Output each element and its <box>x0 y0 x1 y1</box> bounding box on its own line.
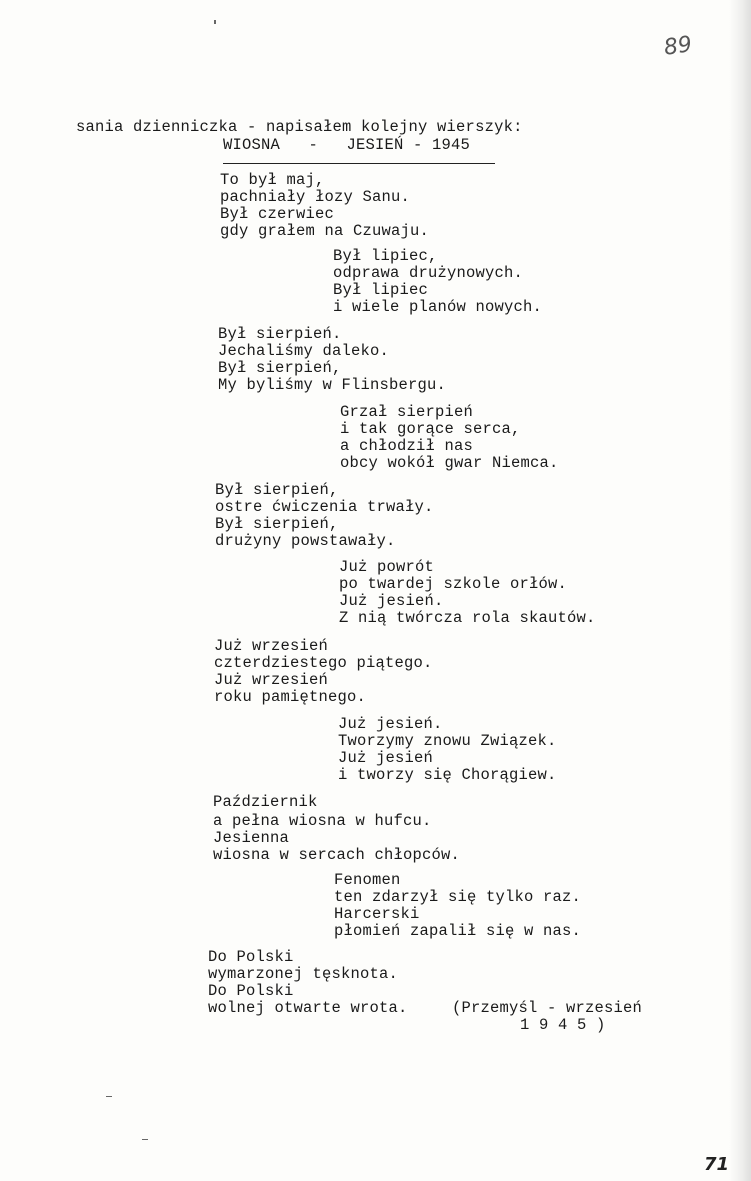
poem-line: a chłodził nas <box>340 437 474 455</box>
page-edge-shadow <box>729 0 751 1181</box>
poem-line: Harcerski <box>334 905 420 923</box>
poem-line: czterdziestego piątego. <box>214 654 433 672</box>
poem-line: pachniały łozy Sanu. <box>220 188 411 206</box>
poem-line: Był sierpień, <box>218 359 342 377</box>
poem-line: płomień zapalił się w nas. <box>334 922 582 940</box>
scan-speck <box>142 1139 148 1140</box>
poem-line: Był lipiec <box>333 281 429 299</box>
poem-line: i tak gorące serca, <box>340 420 521 438</box>
poem-line: Jechaliśmy daleko. <box>218 342 390 360</box>
poem-line: a pełna wiosna w hufcu. <box>213 812 432 830</box>
poem-line: odprawa drużynowych. <box>333 264 524 282</box>
poem-line: Tworzymy znowu Związek. <box>338 732 557 750</box>
poem-line: Już wrzesień <box>214 637 329 655</box>
signature-year: 1 9 4 5 ) <box>520 1016 606 1034</box>
poem-line: drużyny powstawały. <box>215 532 396 550</box>
poem-line: Grzał sierpień <box>340 403 474 421</box>
poem-line: wiosna w sercach chłopców. <box>213 846 461 864</box>
poem-line: Fenomen <box>334 871 401 889</box>
poem-line: Był czerwiec <box>220 205 335 223</box>
poem-line: Już wrzesień <box>214 671 329 689</box>
poem-line: wolnej otwarte wrota. <box>208 999 408 1017</box>
scan-speck <box>106 1096 112 1097</box>
title-underline <box>223 163 495 164</box>
poem-line: ten zdarzył się tylko raz. <box>334 888 582 906</box>
poem-line: Był sierpień, <box>215 515 339 533</box>
poem-line: Już powrót <box>339 558 435 576</box>
poem-line: i tworzy się Chorągiew. <box>338 766 557 784</box>
poem-line: ostre ćwiczenia trwały. <box>215 498 434 516</box>
poem-line: Był lipiec, <box>333 247 438 265</box>
poem-line: Już jesień. <box>339 592 444 610</box>
poem-line: Do Polski <box>208 948 294 966</box>
poem-line: i wiele planów nowych. <box>333 298 543 316</box>
poem-line: Był sierpień. <box>218 325 342 343</box>
poem-line: wymarzonej tęsknota. <box>208 965 399 983</box>
handwritten-archive-number: 71 <box>704 1154 730 1175</box>
intro-line: sania dzienniczka - napisałem kolejny wierszyk: <box>76 118 523 136</box>
scan-speck <box>214 20 216 24</box>
poem-line: Już jesień <box>338 749 434 767</box>
poem-line: gdy grałem na Czuwaju. <box>220 222 430 240</box>
poem-line: Do Polski <box>208 982 294 1000</box>
poem-line: obcy wokół gwar Niemca. <box>340 454 559 472</box>
poem-line: Jesienna <box>213 829 290 847</box>
poem-line: To był maj, <box>220 171 325 189</box>
signature-place-date: (Przemyśl - wrzesień <box>452 999 643 1017</box>
poem-line: Już jesień. <box>338 715 443 733</box>
poem-line: po twardej szkole orłów. <box>339 575 568 593</box>
poem-line: roku pamiętnego. <box>214 688 367 706</box>
poem-title: WIOSNA - JESIEŃ - 1945 <box>223 136 471 154</box>
handwritten-page-number: 89 <box>662 32 694 61</box>
poem-line: Z nią twórcza rola skautów. <box>339 609 596 627</box>
poem-line: Był sierpień, <box>215 481 339 499</box>
poem-line: Październik <box>213 793 318 811</box>
poem-line: My byliśmy w Flinsbergu. <box>218 376 447 394</box>
